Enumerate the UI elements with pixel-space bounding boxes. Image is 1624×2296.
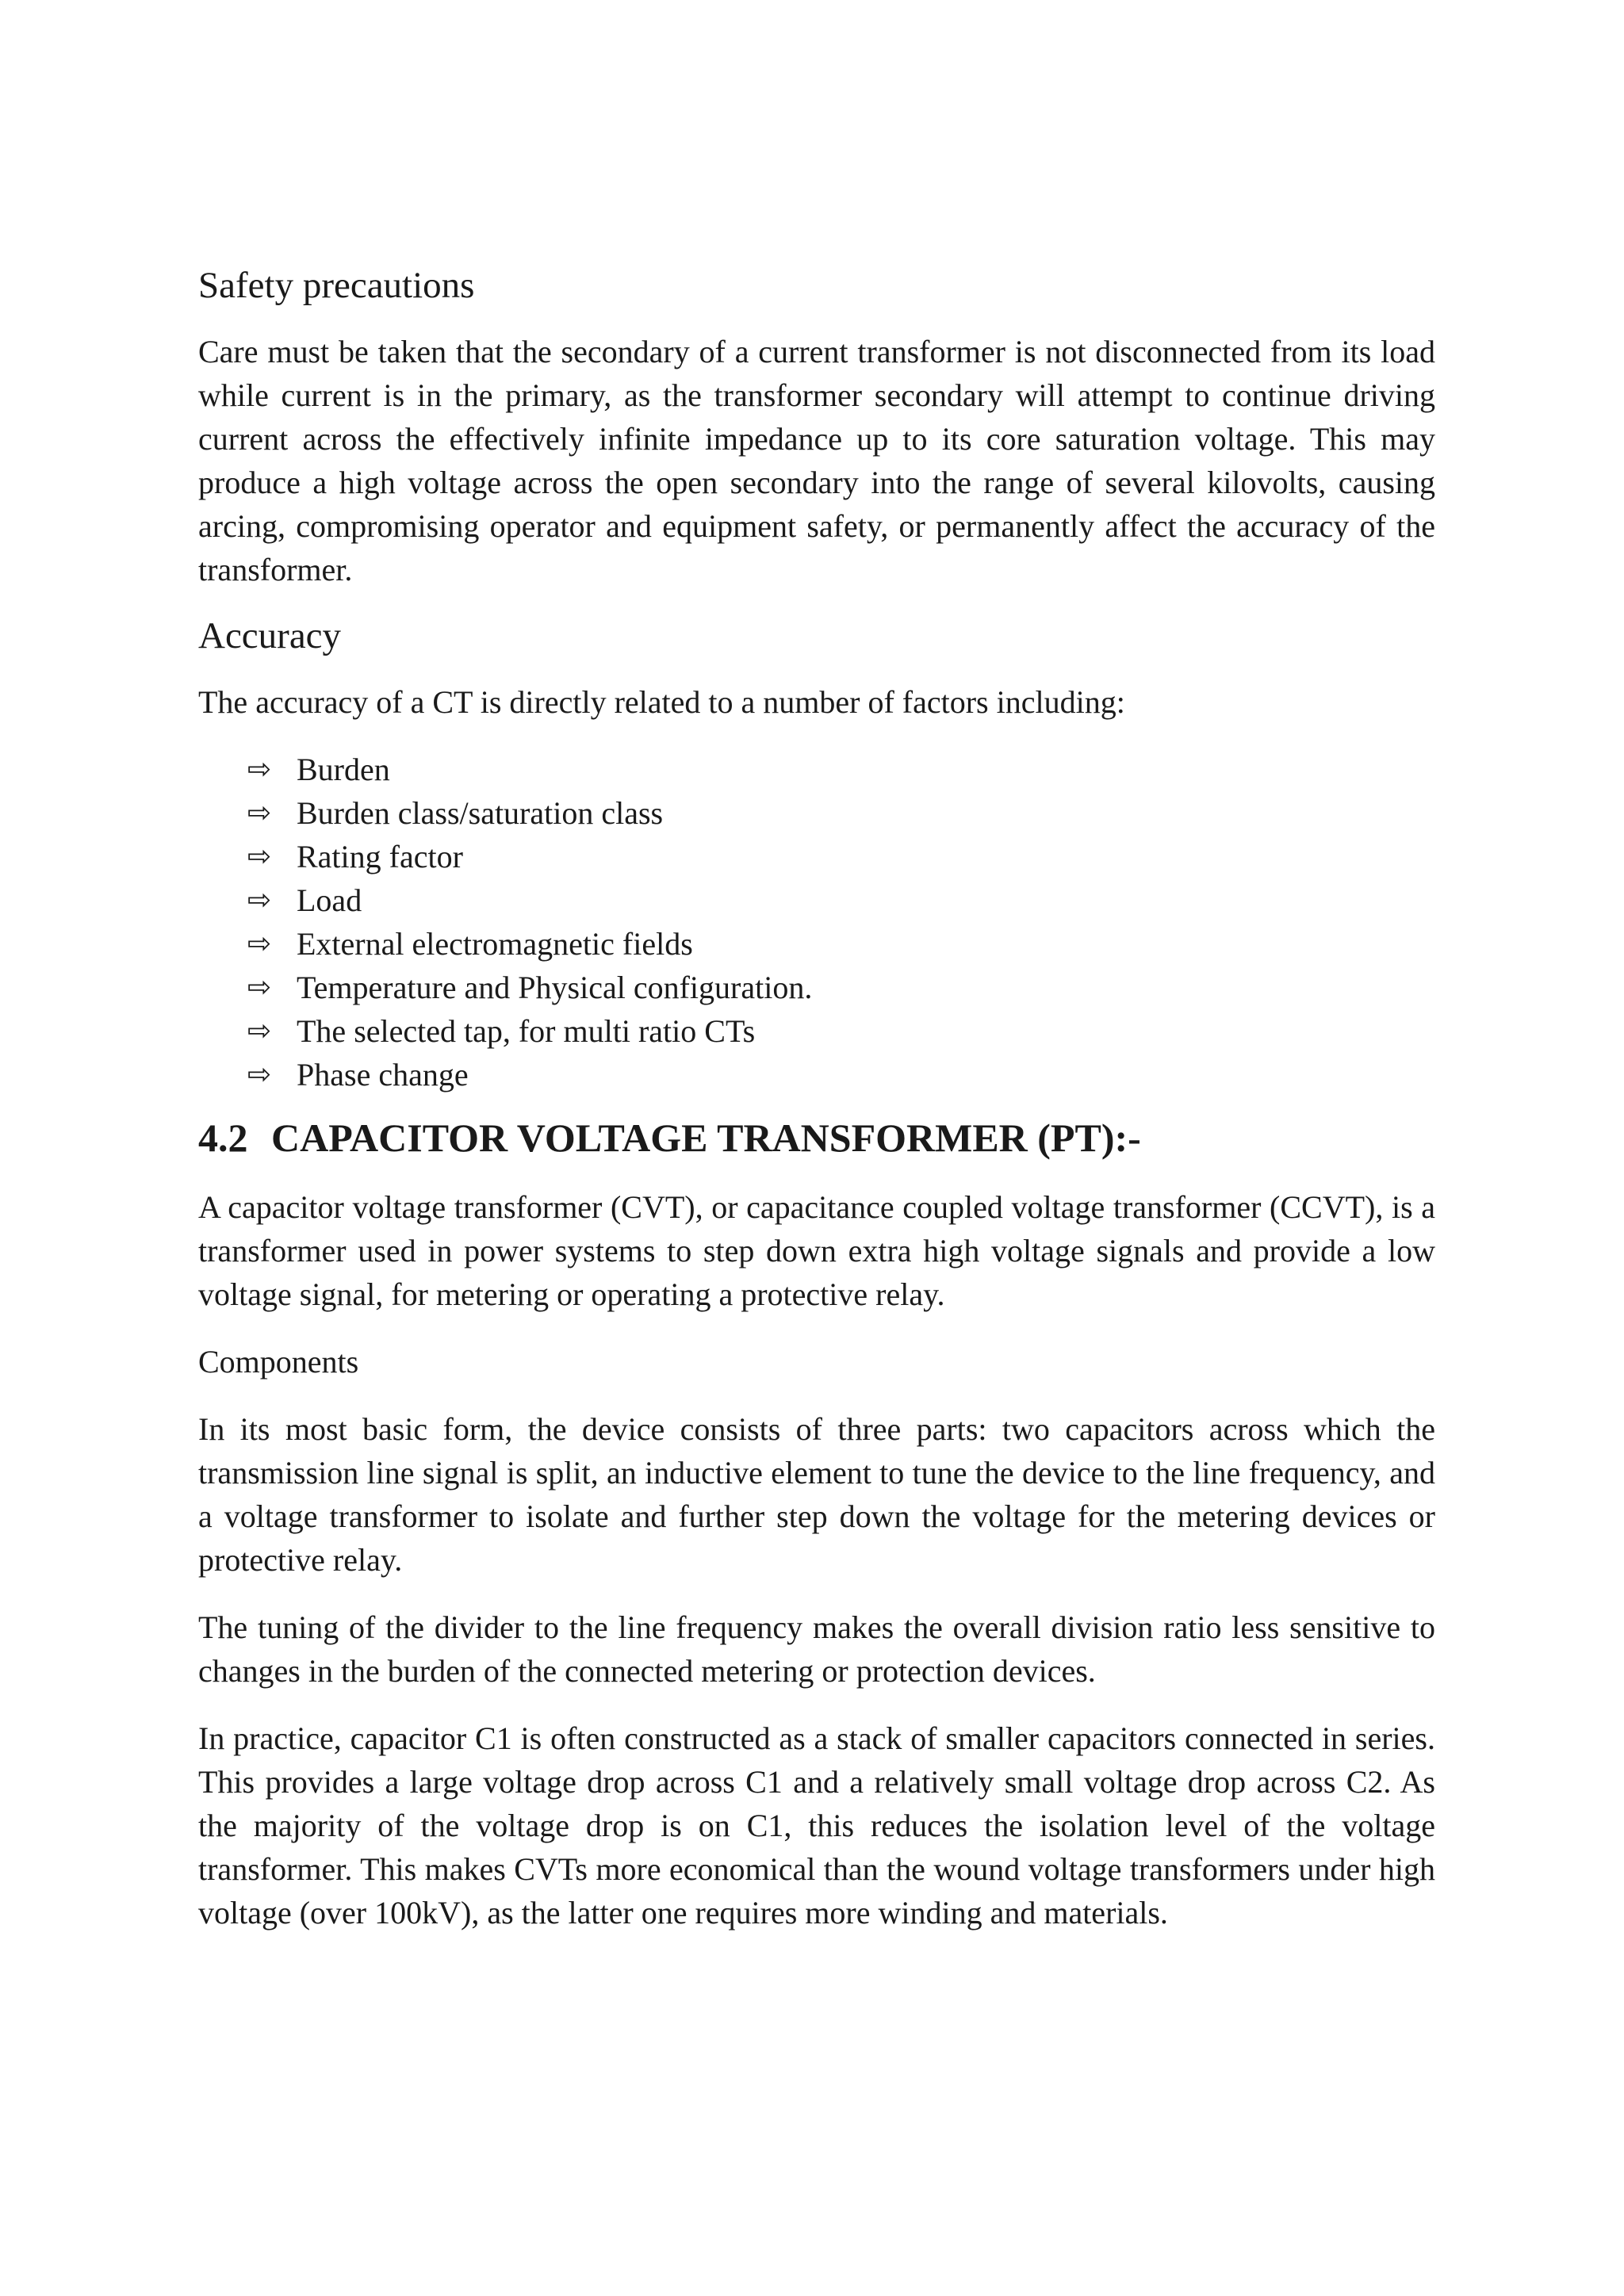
- list-item: [247, 835, 1435, 878]
- tuning-paragraph: The tuning of the divider to the line frequency makes the overall division ratio less sensitive to changes in the burden of the connected metering or protection devices.: [198, 1609, 1435, 1689]
- document-page: [198, 262, 1435, 1934]
- right-arrow-outline-icon: ⇨: [247, 1058, 272, 1091]
- list-item-label: The selected tap, for multi ratio CTs: [297, 1013, 756, 1049]
- right-arrow-outline-icon: ⇨: [247, 884, 272, 916]
- right-arrow-outline-icon: ⇨: [247, 797, 272, 829]
- cvt-intro-paragraph: A capacitor voltage transformer (CVT), or capacitance coupled voltage transformer (CCVT), is a transformer used in power systems to step down extra high voltage signals and provide a low voltage signal, for metering or operating a protective relay.: [198, 1189, 1435, 1312]
- safety-heading: Safety precautions: [198, 265, 475, 306]
- right-arrow-outline-icon: ⇨: [247, 971, 272, 1004]
- right-arrow-outline-icon: ⇨: [247, 928, 272, 960]
- components-paragraph: In its most basic form, the device consists of three parts: two capacitors across which the transmission line signal is split, an inductive element to tune the device to the line frequency, and a voltage transformer to isolate and further step down the voltage for the metering devices or protective relay.: [198, 1411, 1435, 1578]
- list-item-label: Burden: [297, 752, 390, 787]
- list-item: [247, 1053, 1435, 1096]
- list-item-label: Rating factor: [297, 839, 463, 874]
- list-item: [247, 878, 1435, 922]
- accuracy-factor-list: [198, 748, 1435, 1096]
- list-item-label: Temperature and Physical configuration.: [297, 970, 813, 1005]
- section-number: 4.2: [198, 1115, 248, 1160]
- components-label: Components: [198, 1344, 359, 1380]
- accuracy-intro: The accuracy of a CT is directly related to a number of factors including:: [198, 684, 1125, 720]
- list-item-label: External electromagnetic fields: [297, 926, 693, 962]
- list-item: [247, 1009, 1435, 1053]
- accuracy-heading: Accuracy: [198, 615, 342, 656]
- practice-paragraph: In practice, capacitor C1 is often constructed as a stack of smaller capacitors connected in series. This provides a large voltage drop across C1 and a relatively small voltage drop across C2. As the majority of the voltage drop is on C1, this reduces the isolation level of the voltage transformer. This makes CVTs more economical than the wound voltage transformers under high voltage (over 100kV), as the latter one requires more winding and materials.: [198, 1720, 1435, 1931]
- list-item: [247, 922, 1435, 966]
- list-item: [247, 966, 1435, 1009]
- right-arrow-outline-icon: ⇨: [247, 753, 272, 786]
- list-item-label: Phase change: [297, 1057, 469, 1093]
- safety-paragraph: Care must be taken that the secondary of a current transformer is not disconnected from its load while current is in the primary, as the transformer secondary will attempt to continue driving current across the effectively infinite impedance up to its core saturation voltage. This may produce a high voltage across the open secondary into the range of several kilovolts, causing arcing, compromising operator and equipment safety, or permanently affect the accuracy of the transformer.: [198, 334, 1435, 587]
- list-item-label: Load: [297, 882, 362, 918]
- list-item-label: Burden class/saturation class: [297, 795, 664, 831]
- section-title-text: CAPACITOR VOLTAGE TRANSFORMER (PT):-: [271, 1115, 1141, 1160]
- right-arrow-outline-icon: ⇨: [247, 840, 272, 873]
- section-title: [198, 1112, 1435, 1163]
- right-arrow-outline-icon: ⇨: [247, 1015, 272, 1047]
- list-item: [247, 748, 1435, 791]
- list-item: [247, 791, 1435, 835]
